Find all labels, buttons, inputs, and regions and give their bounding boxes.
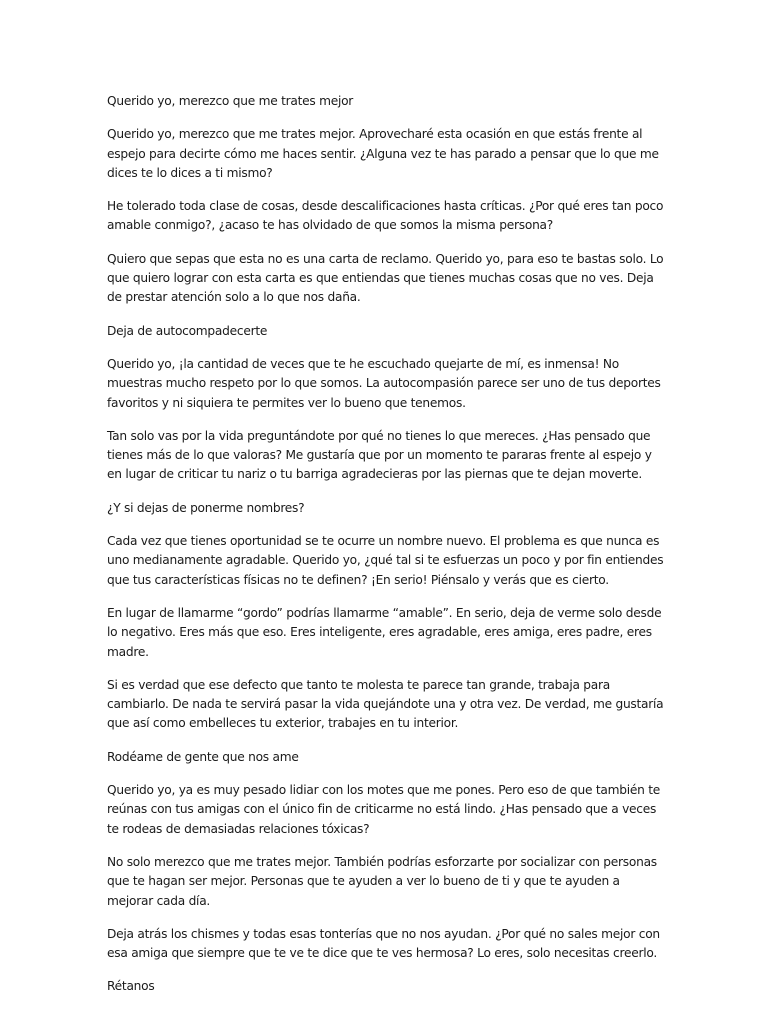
paragraph: He tolerado toda clase de cosas, desde descalificaciones hasta críticas. ¿Por qué eres tan poco amable conmigo?, ¿acaso te has olvidado de que somos la misma persona? — [107, 199, 664, 233]
paragraph: En lugar de llamarme “gordo” podrías llamarme “amable”. En serio, deja de verme solo desde lo negativo. Eres más que eso. Eres inteligente, eres agradable, eres amiga, eres padre, eres madre. — [107, 605, 662, 659]
paragraph: Tan solo vas por la vida preguntándote por qué no tienes lo que mereces. ¿Has pensado que tienes más de lo que valoras? Me gustaría que por un momento te pararas frente al espejo y en lugar de criticar tu nariz o tu barriga agradecieras por las piernas que te dejan moverte. — [107, 428, 652, 482]
section-heading: ¿Y si dejas de ponerme nombres? — [107, 500, 305, 515]
paragraph: Cada vez que tienes oportunidad se te ocurre un nombre nuevo. El problema es que nunca es uno medianamente agradable. Querido yo, ¿qué tal si te esfuerzas un poco y por fin entiendes que tus características físicas no te definen? ¡En serio! Piénsalo y verás que es cierto. — [107, 534, 664, 587]
paragraph: Quiero que sepas que esta no es una carta de reclamo. Querido yo, para eso te bastas solo. Lo que quiero lograr con esta carta es que entiendas que tienes muchas cosas que no ves. Deja de prestar atención solo a lo que nos daña. — [107, 251, 664, 305]
paragraph: Si es verdad que ese defecto que tanto te molesta te parece tan grande, trabaja para cambiarlo. De nada te servirá pasar la vida quejándote una y otra vez. De verdad, me gustaría que así como embelleces tu exterior, trabajes en tu interior. — [107, 677, 664, 731]
paragraph: Querido yo, ¡la cantidad de veces que te he escuchado quejarte de mí, es inmensa! No muestras mucho respeto por lo que somos. La autocompasión parece ser uno de tus deportes favoritos y ni siquiera te permites ver lo bueno que tenemos. — [107, 356, 661, 410]
section-heading: Rodéame de gente que nos ame — [107, 749, 299, 764]
document-page — [107, 92, 667, 1011]
paragraph: Deja atrás los chismes y todas esas tonterías que no nos ayudan. ¿Por qué no sales mejor con esa amiga que siempre que te ve te dice que te ves hermosa? Lo eres, solo necesitas creerlo. — [107, 926, 660, 961]
paragraph: No solo merezco que me trates mejor. También podrías esforzarte por socializar con personas que te hagan ser mejor. Personas que te ayuden a ver lo bueno de ti y que te ayuden a mejorar cada día. — [107, 854, 657, 908]
paragraph: Querido yo, ya es muy pesado lidiar con los motes que me pones. Pero eso de que también te reúnas con tus amigas con el único fin de criticarme no está lindo. ¿Has pensado que a veces te rodeas de demasiadas relaciones tóxicas? — [107, 783, 660, 836]
section-heading: Rétanos — [107, 979, 155, 994]
section-heading: Deja de autocompadecerte — [107, 323, 268, 338]
section-heading: Querido yo, merezco que me trates mejor — [107, 94, 354, 108]
paragraph: Querido yo, merezco que me trates mejor. Aprovecharé esta ocasión en que estás frente al espejo para decirte cómo me haces sentir. ¿Alguna vez te has parado a pensar que lo que me dices te lo dices a ti mismo? — [107, 127, 659, 180]
